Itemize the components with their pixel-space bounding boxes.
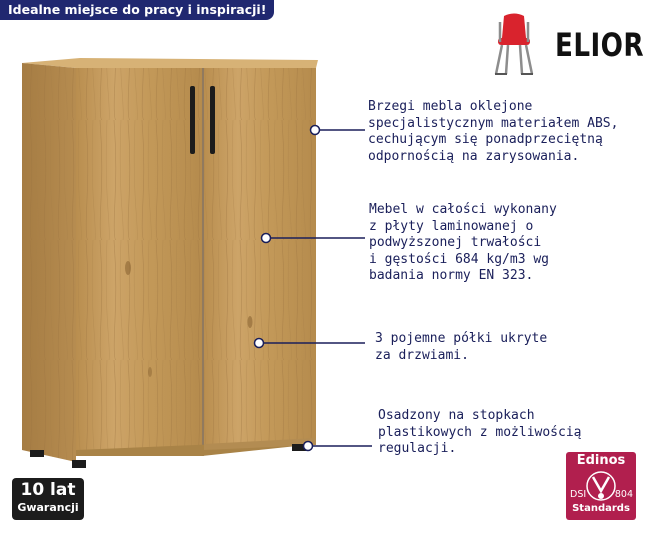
feature-shelves: 3 pojemne półki ukryte za drzwiami.	[375, 331, 548, 363]
cert-left-code: DSI	[570, 489, 587, 500]
warranty-years: 10 lat	[20, 480, 76, 500]
brand-logo: ELIOR	[555, 26, 644, 64]
cert-name: Edinos	[576, 453, 626, 468]
cert-right-code: 804	[614, 489, 633, 500]
edinos-certificate-badge	[566, 452, 636, 520]
warranty-label: Gwarancji	[17, 501, 79, 514]
feature-adjustable-feet: Osadzony na stopkach plastikowych z możliwością regulacji.	[378, 408, 582, 456]
feature-laminate-board: Mebel w całości wykonany z płyty laminowanej o podwyższonej trwałości i gęstości 684 kg/m3 wg badania normy EN 323.	[369, 202, 557, 283]
cert-standards: Standards	[572, 503, 630, 514]
warranty-badge	[12, 478, 84, 520]
feature-abs-edges: Brzegi mebla oklejone specjalistycznym materiałem ABS, cechującym się ponadprzeciętną odpornością na zarysowania.	[368, 99, 619, 164]
promo-banner: Idealne miejsce do pracy i inspiracji!	[0, 0, 274, 20]
